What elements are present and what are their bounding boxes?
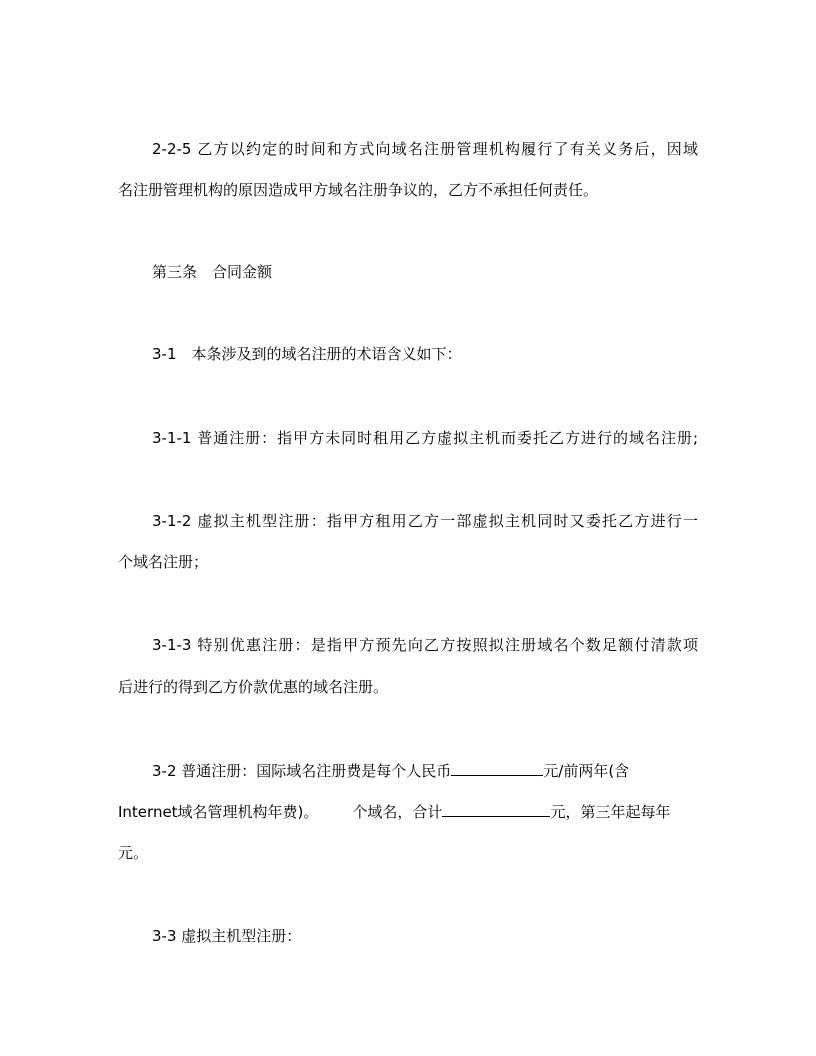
article-3-heading: 第三条 合同金额 (152, 263, 273, 281)
total-blank-field (442, 802, 550, 817)
clause-3-2-line-1 (152, 761, 698, 781)
clause-2-2-5-line-1: 2-2-5 乙方以约定的时间和方式向域名注册管理机构履行了有关义务后，因域 (152, 140, 698, 158)
clause-3-1-1: 3-1-1 普通注册：指甲方未同时租用乙方虚拟主机而委托乙方进行的域名注册; (152, 429, 698, 447)
clause-3-2-text-b: 元/前两年(含 (543, 762, 630, 780)
clause-3-3: 3-3 虚拟主机型注册： (152, 927, 302, 945)
clause-3-2-text-a: 3-2 普通注册：国际域名注册费是每个人民币 (152, 762, 452, 780)
clause-2-2-5-line-2: 名注册管理机构的原因造成甲方域名注册争议的，乙方不承担任何责任。 (118, 181, 599, 199)
clause-3-1-2-line-1: 3-1-2 虚拟主机型注册：指甲方租用乙方一部虚拟主机同时又委托乙方进行一 (152, 512, 698, 530)
price-blank-field (451, 761, 543, 776)
clause-3-1-3-line-2: 后进行的得到乙方价款优惠的域名注册。 (118, 678, 389, 696)
clause-3-2-text-d: 个域名，合计 (352, 803, 443, 821)
clause-3-1-3-line-1: 3-1-3 特别优惠注册：是指甲方预先向乙方按照拟注册域名个数足额付清款项 (152, 636, 698, 654)
clause-3-2-line-3: 元。 (118, 844, 149, 862)
clause-3-1-2-line-2: 个域名注册； (118, 553, 209, 571)
clause-3-1: 3-1 本条涉及到的域名注册的术语含义如下： (152, 345, 462, 363)
clause-3-2-text-e: 元，第三年起每年 (550, 803, 671, 821)
clause-3-2-line-2 (118, 802, 698, 822)
clause-3-2-text-c: Internet域名管理机构年费)。 (118, 803, 319, 821)
